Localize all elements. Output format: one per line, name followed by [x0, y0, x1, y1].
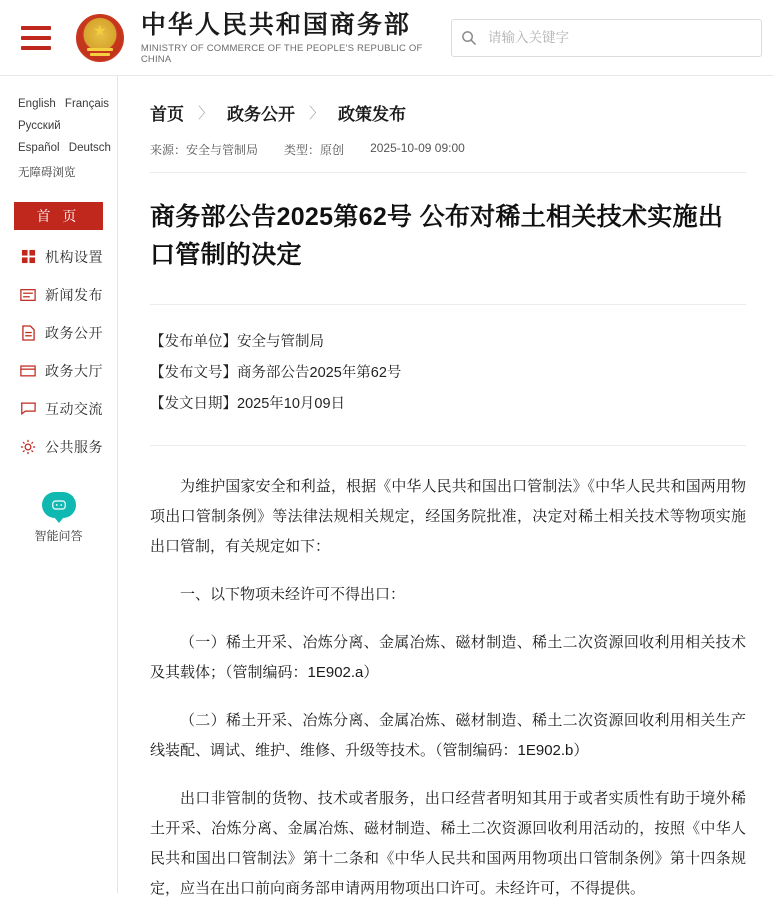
main-content — [118, 76, 774, 922]
meta-datetime: 2025-10-09 09:00 — [370, 141, 465, 155]
chat-icon — [18, 400, 38, 418]
hamburger-menu-icon[interactable] — [0, 26, 73, 50]
lang-link-russian[interactable]: Русский — [18, 119, 61, 132]
site-title-cn: 中华人民共和国商务部 — [140, 11, 411, 39]
sidebar-item-label: 互动交流 — [45, 400, 103, 417]
sidebar-item-label: 政务公开 — [45, 324, 103, 341]
breadcrumb-separator-icon: 〉 — [198, 105, 214, 122]
breadcrumb-item-policy[interactable]: 政策发布 — [338, 105, 407, 124]
lang-link-espanol[interactable]: Español — [18, 141, 60, 154]
breadcrumb-separator-icon: 〉 — [309, 105, 325, 122]
language-links — [0, 94, 117, 160]
article-paragraph: （二）稀土开采、冶炼分离、金属冶炼、磁材制造、稀土二次资源回收利用相关生产线装配、调试、维护、维修、升级等技术。（管制编码：1E902.b） — [150, 711, 746, 759]
sidebar-item-public-service[interactable] — [0, 428, 117, 466]
article-meta — [150, 141, 746, 173]
article-paragraph: 出口非管制的货物、技术或者服务，出口经营者明知其用于或者实质性有助于境外稀土开采、冶炼分离、金属冶炼、磁材制造、稀土二次资源回收利用活动的，按照《中华人民共和国出口管制法》第十二条和《中华人民共和国两用物项出口管制条例》第十四条规定，应当在出口前向商务部申请两用物项出口许可。未经许可，不得提供。 — [150, 789, 746, 897]
smart-assistant[interactable] — [0, 492, 117, 544]
sidebar — [0, 76, 118, 893]
info-line-issue-date: 【发文日期】2025年10月09日 — [150, 396, 346, 413]
article-paragraph: 为维护国家安全和利益，根据《中华人民共和国出口管制法》《中华人民共和国两用物项出口管制条例》等法律法规相关规定，经国务院批准，决定对稀土相关技术等物项实施出口管制，有关规定如下： — [150, 477, 746, 555]
sidebar-item-label: 政务大厅 — [45, 362, 103, 379]
breadcrumb-item-affairs[interactable]: 政务公开 — [227, 105, 296, 124]
sidebar-item-home[interactable]: 首 页 — [14, 202, 103, 230]
document-icon — [18, 324, 38, 342]
site-title-block — [141, 10, 451, 65]
meta-type: 类型：原创 — [284, 143, 345, 157]
sidebar-item-label: 新闻发布 — [45, 286, 103, 303]
sidebar-item-news[interactable] — [0, 276, 117, 314]
page-body — [0, 76, 774, 922]
service-icon — [18, 438, 38, 456]
search-box[interactable] — [451, 19, 762, 57]
article-info-block — [150, 327, 746, 446]
title-divider — [150, 304, 746, 305]
info-line-document-number: 【发布文号】商务部公告2025年第62号 — [150, 365, 402, 382]
sidebar-item-label: 机构设置 — [45, 248, 103, 265]
smart-assistant-label: 智能问答 — [34, 528, 83, 543]
sidebar-item-interaction[interactable] — [0, 390, 117, 428]
grid-icon — [18, 248, 38, 266]
breadcrumb-item-home[interactable]: 首页 — [150, 105, 184, 124]
site-title-en: MINISTRY OF COMMERCE OF THE PEOPLE'S REPUBLIC OF CHINA — [140, 43, 423, 65]
robot-chat-icon[interactable] — [42, 492, 76, 518]
news-icon — [18, 286, 38, 304]
hall-icon — [18, 362, 38, 380]
lang-link-english[interactable]: English — [18, 98, 56, 110]
sidebar-item-label: 公共服务 — [45, 438, 103, 455]
lang-link-francais[interactable]: Français — [64, 98, 110, 110]
accessibility-link[interactable]: 无障碍浏览 — [18, 166, 76, 179]
meta-source: 来源：安全与管制局 — [150, 143, 259, 157]
breadcrumb — [150, 100, 746, 125]
sidebar-nav — [0, 238, 117, 466]
sidebar-item-organization[interactable] — [0, 238, 117, 276]
national-emblem-icon: ★ — [73, 11, 127, 65]
search-icon[interactable] — [452, 30, 486, 45]
article-paragraph: 一、以下物项未经许可不得出口： — [180, 585, 406, 603]
sidebar-item-affairs-disclosure[interactable] — [0, 314, 117, 352]
page-title: 商务部公告2025第62号 公布对稀土相关技术实施出口管制的决定 — [150, 203, 724, 269]
info-line-issuer: 【发布单位】安全与管制局 — [150, 334, 324, 350]
lang-link-deutsch[interactable]: Deutsch — [68, 141, 111, 154]
site-header — [0, 0, 774, 76]
sidebar-item-service-hall[interactable] — [0, 352, 117, 390]
search-input[interactable] — [486, 20, 761, 56]
article-paragraph: （一）稀土开采、冶炼分离、金属冶炼、磁材制造、稀土二次资源回收利用相关技术及其载体；（管制编码：1E902.a） — [150, 633, 746, 681]
